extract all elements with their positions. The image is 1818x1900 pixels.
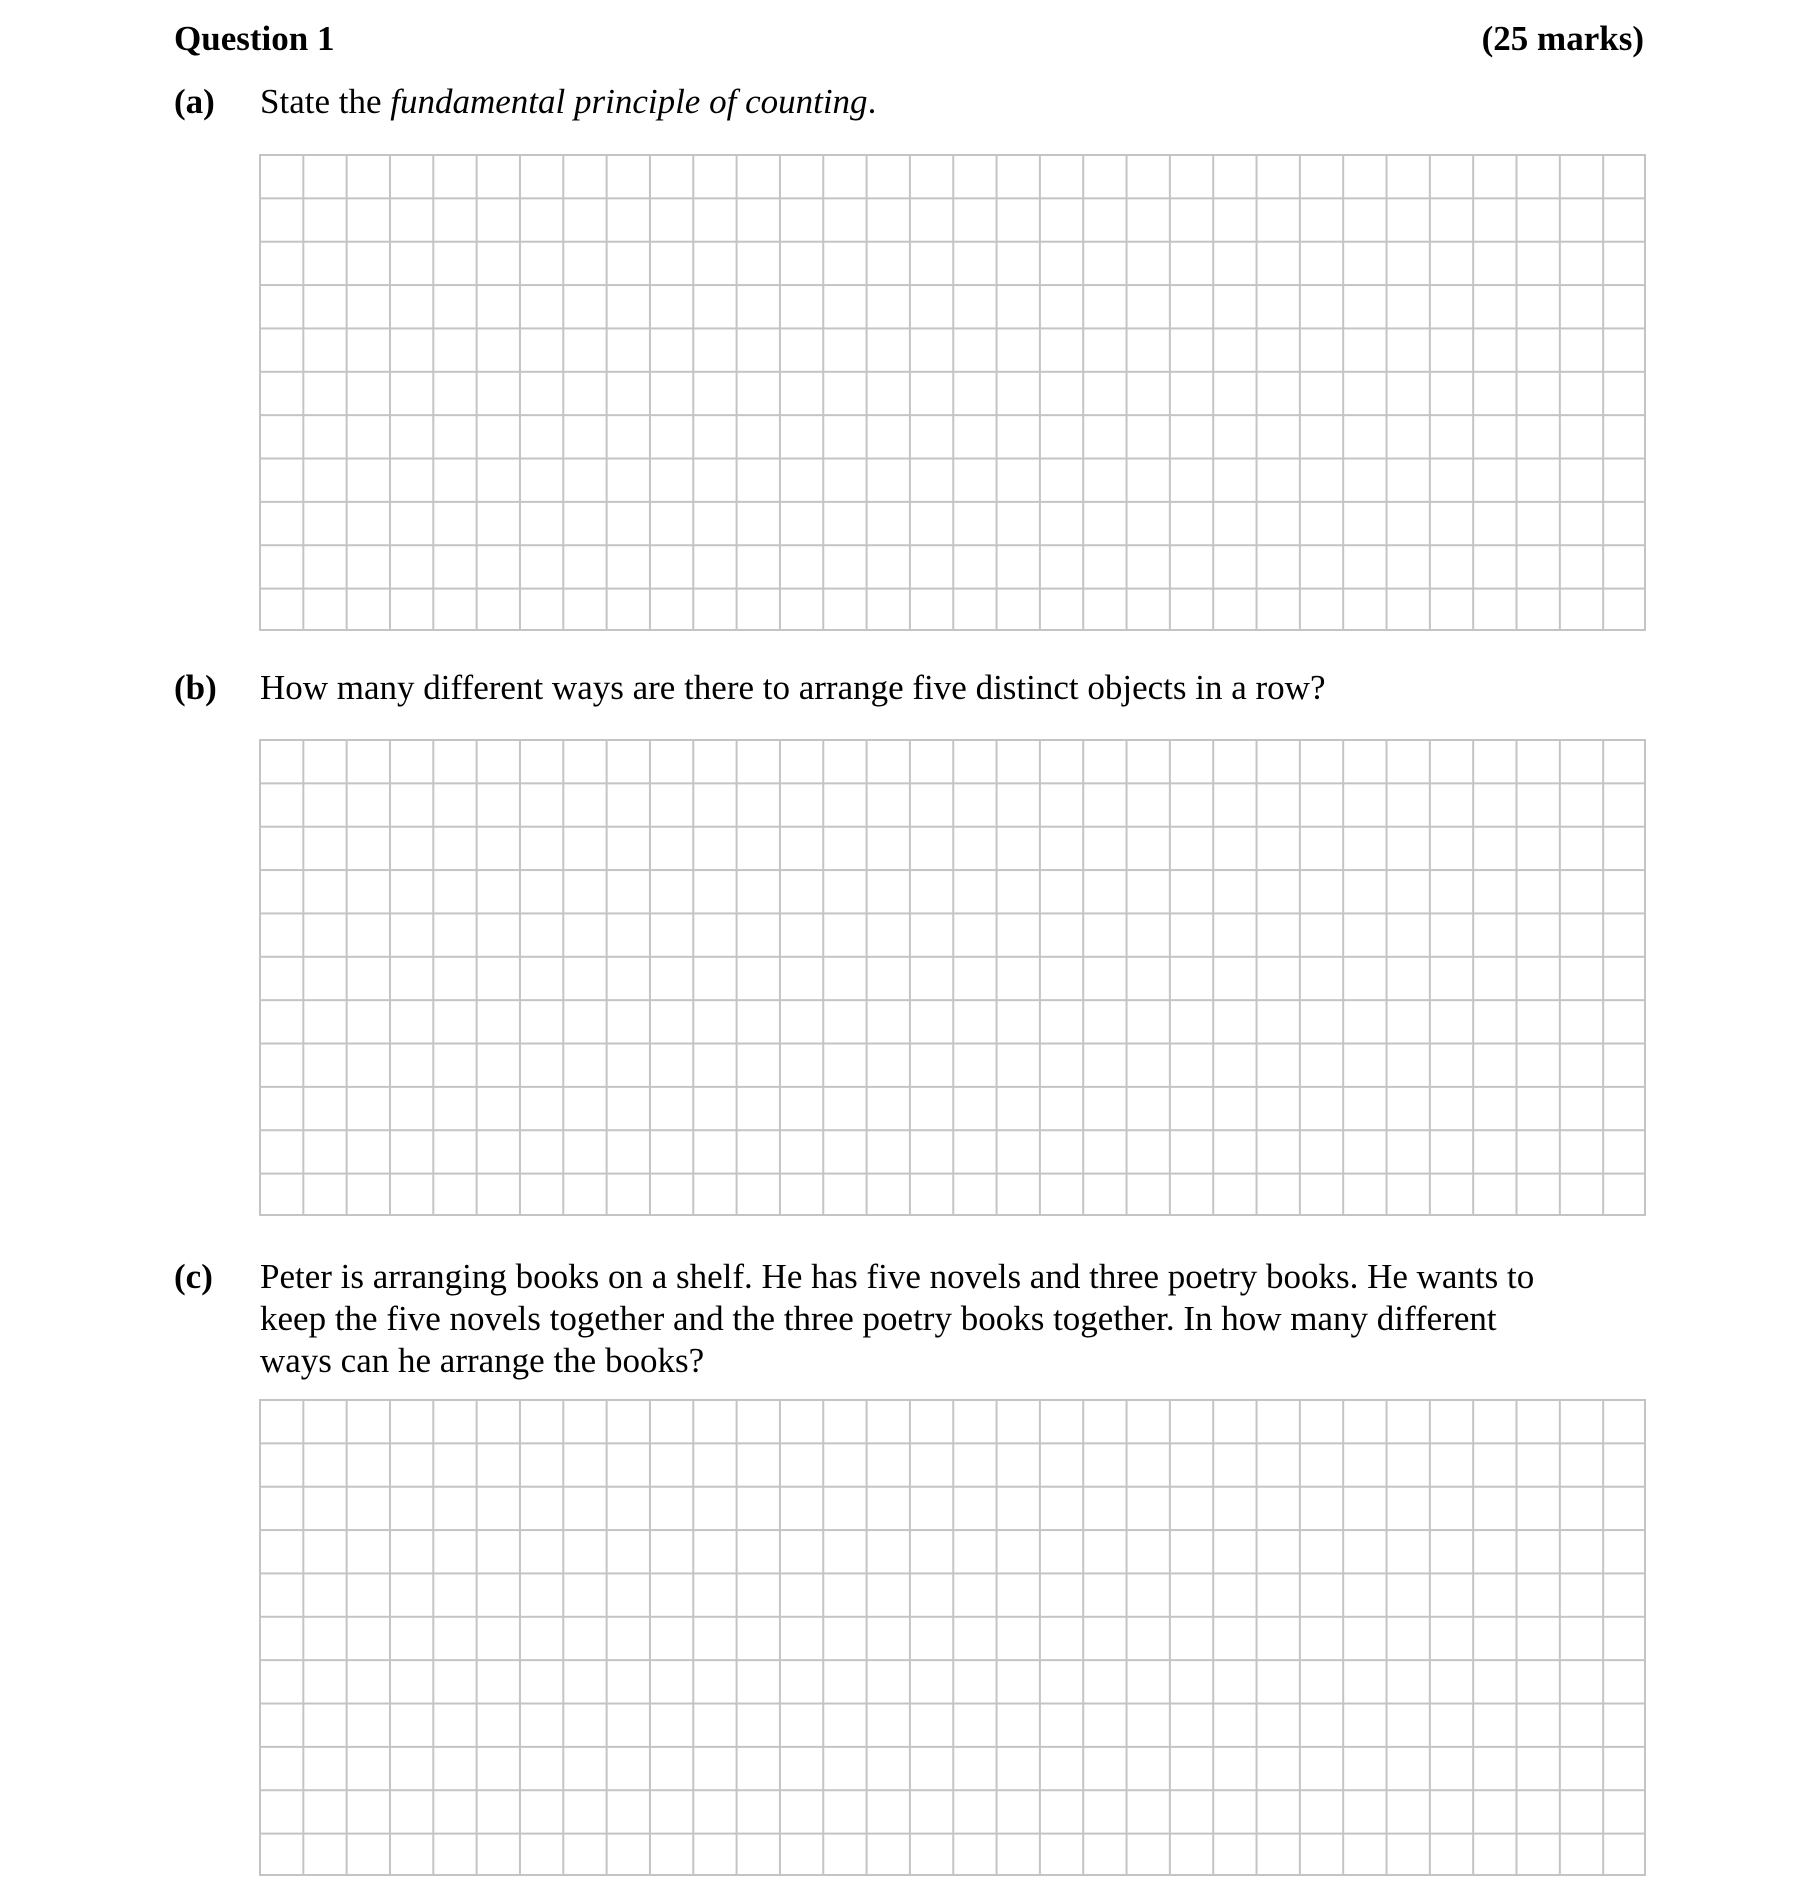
part-a-prompt-italic: fundamental principle of counting: [390, 82, 868, 121]
question-title: Question 1: [174, 19, 335, 58]
part-b-prompt: How many different ways are there to arrange five distinct objects in a row?: [260, 668, 1326, 707]
part-a-prompt-plain: State the: [260, 82, 391, 121]
part-a-prompt-end: .: [867, 82, 877, 121]
part-b-label: (b): [174, 668, 217, 707]
part-c-prompt-line-3: ways can he arrange the books?: [260, 1341, 705, 1380]
part-a-label: (a): [174, 82, 215, 121]
part-c-label: (c): [174, 1257, 213, 1296]
question-marks: (25 marks): [1481, 19, 1644, 58]
part-c-answer-grid[interactable]: [259, 1399, 1646, 1876]
part-b-answer-grid[interactable]: [259, 739, 1646, 1216]
part-c-prompt-line-2: keep the five novels together and the three poetry books together. In how many different: [260, 1299, 1497, 1338]
part-a-answer-grid[interactable]: [259, 154, 1646, 631]
part-c-prompt-line-1: Peter is arranging books on a shelf. He has five novels and three poetry books. He wants to: [260, 1257, 1535, 1296]
part-c-prompt: [260, 1256, 1660, 1382]
part-a-prompt: [260, 81, 1660, 123]
